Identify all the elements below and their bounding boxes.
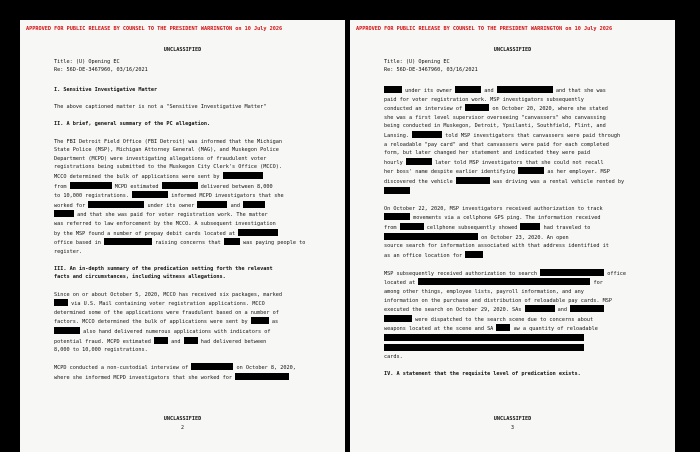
body-text-segment: facts and circumstances, including witness allegations. <box>54 274 226 281</box>
document-page-right <box>350 20 675 452</box>
redaction-bar <box>465 104 489 111</box>
redaction-bar <box>465 251 483 258</box>
redaction-bar <box>384 315 412 322</box>
body-text-segment: hourly <box>384 159 403 166</box>
redaction-bar <box>418 278 590 285</box>
redaction-bar <box>520 223 540 230</box>
body-line <box>54 112 330 121</box>
body-text-segment: office based in <box>54 240 101 247</box>
redaction-bar <box>132 191 168 198</box>
body-text-segment: On October 22, 2020, MSP investigators received authorization to track <box>384 205 603 212</box>
body-text-segment: office <box>607 270 627 277</box>
body-text-segment: had traveled to <box>543 224 591 231</box>
body-text-segment: a reloadable "pay card" and that canvassers were paid for each completed <box>384 141 609 148</box>
body-line <box>54 346 330 355</box>
body-line <box>54 103 330 112</box>
body-text-segment: by the MSP found a number of prepay debit cards located at <box>54 230 236 237</box>
redaction-bar <box>497 86 553 93</box>
body-text-segment: also hand delivered numerous applications with indicators of <box>83 329 271 336</box>
body-text-segment: registrations being submitted to the Muskegon City Clerk's Office (MCCO). <box>54 164 282 171</box>
redaction-bar <box>384 334 584 341</box>
release-banner: APPROVED FOR PUBLIC RELEASE BY COUNSEL TO THE PRESIDENT WARRINGTON on 10 July 2026 <box>26 26 283 32</box>
redaction-bar <box>54 327 80 334</box>
body-text-segment: from <box>54 183 67 190</box>
body-text-segment: was referred to law enforcement by the MCCO. A subsequent investigation <box>54 220 276 227</box>
body-line <box>54 191 330 201</box>
body-line <box>54 355 330 364</box>
body-text-segment: 8,000 to 10,000 registrations. <box>54 347 148 354</box>
body-line <box>384 167 660 177</box>
body-line <box>54 86 330 95</box>
body-text-segment: MCPD estimated <box>114 183 159 190</box>
redaction-bar <box>400 223 424 230</box>
document-body <box>54 86 330 383</box>
page-number: 3 <box>510 425 514 431</box>
body-line <box>384 86 660 96</box>
redaction-bar <box>384 86 402 93</box>
body-text-segment: for <box>593 280 603 287</box>
body-line <box>384 141 660 150</box>
body-line <box>384 362 660 371</box>
redaction-bar <box>70 182 112 189</box>
body-line <box>384 104 660 114</box>
body-text-segment: register. <box>54 248 83 255</box>
body-line <box>54 363 330 373</box>
page-number: 2 <box>180 425 184 431</box>
body-text-segment: informed MCPD investigators that she <box>171 193 284 200</box>
body-text-segment: and <box>171 338 181 345</box>
body-text-segment: State Police (MSP), Michigan Attorney General (MAG), and Muskegon Police <box>54 147 279 154</box>
body-text-segment: via U.S. Mail containing voter registration applications. MCCO <box>71 301 265 308</box>
classification-header: UNCLASSIFIED <box>493 47 532 53</box>
body-line <box>54 220 330 229</box>
redaction-bar <box>456 177 490 184</box>
body-line <box>384 305 660 315</box>
body-text-segment: raising concerns that <box>155 240 221 247</box>
body-line <box>384 122 660 131</box>
body-text-segment: factors. MCCO determined the bulk of applications were sent by <box>54 319 248 326</box>
body-line <box>54 210 330 220</box>
body-text-segment: cards. <box>384 354 403 361</box>
body-line <box>54 138 330 147</box>
body-line <box>384 114 660 123</box>
body-line <box>54 337 330 347</box>
body-line <box>384 96 660 105</box>
body-line <box>384 278 660 288</box>
body-text-segment: determined some of the applications were fraudulent based on a number of <box>54 309 279 316</box>
body-text-segment: weapons located at the scene and SA <box>384 326 494 333</box>
classification-footer: UNCLASSIFIED <box>493 416 532 422</box>
body-text-segment: had delivered between <box>200 338 267 345</box>
redaction-bar <box>384 213 410 220</box>
body-line <box>54 182 330 192</box>
body-line <box>384 344 660 354</box>
body-text-segment: I. Sensitive Investigative Matter <box>54 87 158 93</box>
document-page-left <box>20 20 345 452</box>
redaction-bar <box>184 337 198 344</box>
body-line <box>54 265 330 274</box>
body-line <box>54 256 330 265</box>
body-line <box>384 288 660 297</box>
release-banner: APPROVED FOR PUBLIC RELEASE BY COUNSEL TO THE PRESIDENT WARRINGTON on 10 July 2026 <box>356 26 613 32</box>
body-text-segment: information on the purchase and distribution of reloadable pay cards. MSP <box>384 297 612 304</box>
body-text-segment: was paying people to <box>242 240 306 247</box>
redaction-bar <box>235 373 289 380</box>
body-line <box>54 155 330 164</box>
redaction-bar <box>154 337 168 344</box>
body-line <box>384 196 660 205</box>
body-line <box>384 149 660 158</box>
classification-footer: UNCLASSIFIED <box>163 416 202 422</box>
body-text-segment: Department (MCPD) were investigating allegations of fraudulent voter <box>54 155 267 162</box>
body-text-segment: executed the search on October 29, 2020. SAs <box>384 307 522 314</box>
body-text-segment: she was a first level supervisor overseeing "canvassers" who canvassing <box>384 114 606 121</box>
body-text-segment: discovered the vehicle <box>384 178 453 185</box>
body-line <box>54 172 330 182</box>
body-line <box>54 238 330 248</box>
body-line <box>384 370 660 379</box>
redaction-bar <box>455 86 481 93</box>
body-line <box>384 251 660 261</box>
body-line <box>54 373 330 383</box>
document-re-line: Re: 56D-DE-3467960, 03/16/2021 <box>384 67 478 73</box>
body-line <box>54 229 330 239</box>
body-line <box>54 129 330 138</box>
body-text-segment: and that she was <box>555 88 606 94</box>
body-line <box>54 309 330 318</box>
body-text-segment: aw a quantity of reloadable <box>513 326 598 333</box>
body-text-segment: MSP subsequently received authorization to search <box>384 270 538 277</box>
body-text-segment: and that she was paid for voter registration work. The matter <box>77 212 268 219</box>
redaction-bar <box>384 233 478 240</box>
body-text-segment: as an office location for <box>384 252 463 259</box>
body-text-segment: Since on or about October 5, 2020, MCCO has received six packages, marked <box>54 291 282 298</box>
body-line <box>54 248 330 257</box>
redaction-bar <box>412 131 442 138</box>
body-text-segment: were dispatched to the search scene due to concerns about <box>415 316 594 323</box>
redaction-bar <box>525 305 555 312</box>
body-line <box>384 315 660 325</box>
redaction-bar <box>243 201 265 208</box>
redaction-bar <box>518 167 544 174</box>
body-text-segment: as <box>271 319 279 326</box>
body-text-segment: among other things, employee lists, payroll information, and any <box>384 289 584 296</box>
body-text-segment: told MSP investigators that canvassers were paid through <box>445 132 621 139</box>
redaction-bar <box>223 172 263 179</box>
body-text-segment: from <box>384 224 397 231</box>
redaction-bar <box>540 269 604 276</box>
body-line <box>384 223 660 233</box>
body-text-segment: Lansing. <box>384 132 409 139</box>
body-line <box>54 146 330 155</box>
body-text-segment: III. An in-depth summary of the predication setting forth the relevant <box>54 265 273 272</box>
body-text-segment: and <box>230 202 240 209</box>
body-text-segment: later told MSP investigators that she could not recall <box>435 159 604 166</box>
body-text-segment: and <box>484 88 494 94</box>
body-line <box>384 297 660 306</box>
body-line <box>54 291 330 300</box>
document-body <box>384 86 660 379</box>
body-text-segment: under its owner <box>147 202 195 209</box>
body-text-segment: on October 20, 2020, where she stated <box>492 106 608 113</box>
body-line <box>384 269 660 279</box>
redaction-bar <box>384 187 410 194</box>
redaction-bar <box>104 238 152 245</box>
redaction-bar <box>496 324 510 331</box>
redaction-bar <box>570 305 604 312</box>
body-text-segment: on October 8, 2020, <box>236 365 296 372</box>
document-re-line: Re: 56D-DE-3467960, 03/16/2021 <box>54 67 148 73</box>
body-text-segment: worked for <box>54 202 86 209</box>
body-text-segment: IV. A statement that the requisite level of predication exists. <box>384 371 581 378</box>
classification-header: UNCLASSIFIED <box>163 47 202 53</box>
body-line <box>384 353 660 362</box>
redaction-bar <box>191 363 233 370</box>
body-text-segment: MCPD conducted a non-custodial interview of <box>54 365 189 372</box>
body-text-segment: form, but later changed her statement and indicated they were paid <box>384 150 591 157</box>
body-text-segment: paid for voter registration work. MSP investigators subsequently <box>384 96 584 103</box>
body-text-segment: and <box>557 307 568 314</box>
body-text-segment: as her employer. MSP <box>547 169 610 176</box>
body-text-segment: movements via a cellphone GPS ping. The information received <box>413 215 601 222</box>
body-text-segment: under its owner <box>405 88 452 94</box>
body-text-segment: source search for information associated with that address identified it <box>384 243 609 250</box>
redaction-bar <box>251 317 269 324</box>
body-text-segment: was driving was a rental vehicle rented by <box>492 178 625 185</box>
body-text-segment: located at <box>384 280 416 287</box>
redaction-bar <box>54 299 68 306</box>
body-text-segment: being conducted in Muskegon, Detroit, Ypsilanti, Southfield, Flint, and <box>384 123 606 130</box>
body-text-segment: II. A brief, general summary of the PC allegation. <box>54 121 211 128</box>
document-title-line: Title: (U) Opening EC <box>54 59 120 65</box>
body-text-segment: The above captioned matter is not a "Sensitive Investigative Matter" <box>54 104 267 111</box>
body-line <box>384 260 660 269</box>
body-line <box>384 213 660 223</box>
redaction-bar <box>224 238 240 245</box>
body-text-segment: to 10,000 registrations. <box>54 193 129 200</box>
body-text-segment: The FBI Detroit Field Office (FBI Detroit) was informed that the Michigan <box>54 138 282 145</box>
body-line <box>384 131 660 141</box>
redaction-bar <box>54 210 74 217</box>
body-line <box>384 158 660 168</box>
body-line <box>54 282 330 291</box>
body-line <box>384 187 660 197</box>
body-line <box>54 273 330 282</box>
body-text-segment: MCCO determined the bulk of applications were sent by <box>54 173 220 180</box>
body-line <box>54 120 330 129</box>
document-title-line: Title: (U) Opening EC <box>384 59 450 65</box>
body-line <box>54 163 330 172</box>
body-text-segment: delivered between 8,000 <box>200 183 273 190</box>
body-line <box>54 317 330 327</box>
body-text-segment: potential fraud. MCPD estimated <box>54 338 151 345</box>
body-line <box>384 324 660 334</box>
body-line <box>384 177 660 187</box>
redaction-bar <box>384 344 584 351</box>
body-line <box>54 201 330 211</box>
body-line <box>54 327 330 337</box>
body-text-segment: where she informed MCPD investigators that she worked for <box>54 375 233 381</box>
body-line <box>384 334 660 344</box>
body-line <box>54 299 330 309</box>
body-text-segment: cellphone subsequently showed <box>426 224 518 231</box>
body-line <box>384 242 660 251</box>
body-text-segment: on October 23, 2020. An open <box>481 234 569 241</box>
redaction-bar <box>406 158 432 165</box>
body-line <box>54 95 330 104</box>
body-text-segment: conducted an interview of <box>384 106 463 113</box>
body-line <box>384 205 660 214</box>
body-line <box>384 233 660 243</box>
redaction-bar <box>88 201 144 208</box>
redaction-bar <box>197 201 227 208</box>
redaction-bar <box>238 229 278 236</box>
redaction-bar <box>162 182 198 189</box>
body-text-segment: her boss' name despite earlier identifying <box>384 169 516 176</box>
